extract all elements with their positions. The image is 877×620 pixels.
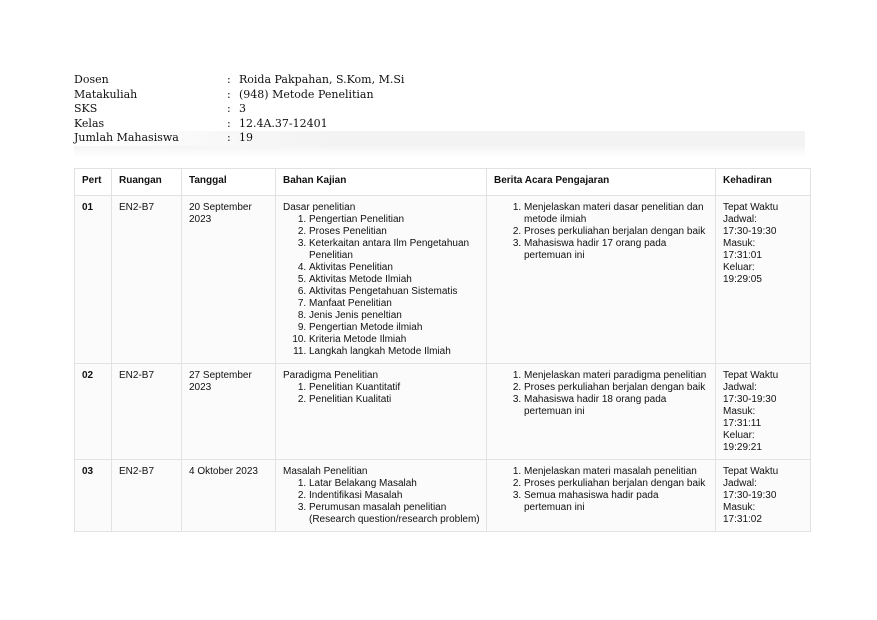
kehadiran-line: 17:31:02: [723, 514, 762, 525]
header-kehadiran: Kehadiran: [716, 169, 811, 196]
kehadiran-line: Tepat Waktu: [723, 370, 779, 381]
info-value: 3: [239, 102, 246, 115]
kehadiran-line: Masuk:: [723, 502, 756, 513]
kehadiran-line: 19:29:21: [723, 442, 762, 453]
attendance-table: [74, 168, 811, 532]
list-item: 1. Latar Belakang Masalah: [309, 478, 480, 490]
list-item: 4. Aktivitas Penelitian: [309, 262, 480, 274]
info-row-jumlah-mahasiswa: [74, 131, 805, 146]
cell-tanggal: 27 September 2023: [182, 364, 276, 460]
info-label: Matakuliah: [74, 87, 138, 101]
info-row-dosen: [74, 73, 805, 88]
list-item: 1. Pengertian Penelitian: [309, 214, 480, 226]
kehadiran-line: Jadwal:: [723, 478, 757, 489]
kehadiran-line: Keluar:: [723, 430, 755, 441]
info-row-matakuliah: [74, 88, 805, 103]
info-label: Kelas: [74, 116, 105, 130]
bahan-title: Paradigma Penelitian: [283, 370, 379, 381]
table-row: [75, 196, 811, 364]
kehadiran-line: Tepat Waktu: [723, 202, 779, 213]
header-pert: Pert: [75, 169, 112, 196]
bahan-list: [283, 382, 480, 406]
list-item: 2. Proses perkuliahan berjalan dengan baik: [524, 226, 709, 238]
kehadiran-line: Keluar:: [723, 262, 755, 273]
info-separator: :: [227, 102, 231, 115]
header-berita-acara: Berita Acara Pengajaran: [487, 169, 716, 196]
cell-ruangan: EN2-B7: [112, 460, 182, 532]
list-item: 1. Penelitian Kuantitatif: [309, 382, 480, 394]
list-item: 1. Menjelaskan materi dasar penelitian dan metode ilmiah: [524, 202, 709, 226]
kehadiran-line: 19:29:05: [723, 274, 762, 285]
table-row: [75, 364, 811, 460]
list-item: 2. Penelitian Kualitati: [309, 394, 480, 406]
cell-pert: 03: [75, 460, 112, 532]
list-item: 1. Menjelaskan materi paradigma penelitian: [524, 370, 709, 382]
header-bahan-kajian: Bahan Kajian: [276, 169, 487, 196]
kehadiran-line: 17:31:11: [723, 418, 762, 429]
kehadiran-line: 17:30-19:30: [723, 490, 777, 501]
list-item: 8. Jenis Jenis peneltian: [309, 310, 480, 322]
list-item: 3. Perumusan masalah penelitian (Research question/research problem): [309, 502, 480, 526]
cell-bahan-kajian: [276, 460, 487, 532]
cell-ruangan: EN2-B7: [112, 196, 182, 364]
kehadiran-line: 17:30-19:30: [723, 226, 777, 237]
list-item: 6. Aktivitas Pengetahuan Sistematis: [309, 286, 480, 298]
table-header-row: [75, 169, 811, 196]
info-value: 12.4A.37-12401: [239, 116, 328, 130]
info-separator: :: [227, 116, 231, 130]
kehadiran-line: Masuk:: [723, 238, 756, 249]
berita-list: [494, 370, 709, 418]
kehadiran-line: Jadwal:: [723, 382, 757, 393]
list-item: 3. Mahasiswa hadir 18 orang pada pertemuan ini: [524, 394, 709, 418]
cell-pert: 02: [75, 364, 112, 460]
header-ruangan: Ruangan: [112, 169, 182, 196]
list-item: 7. Manfaat Penelitian: [309, 298, 480, 310]
cell-kehadiran: [716, 364, 811, 460]
info-label: Jumlah Mahasiswa: [74, 131, 179, 144]
berita-list: [494, 466, 709, 514]
info-value: (948) Metode Penelitian: [239, 87, 374, 101]
list-item: 2. Proses perkuliahan berjalan dengan baik: [524, 382, 709, 394]
kehadiran-line: Jadwal:: [723, 214, 757, 225]
info-divider-shade: [74, 146, 805, 158]
info-separator: :: [227, 131, 231, 144]
list-item: 2. Proses perkuliahan berjalan dengan baik: [524, 478, 709, 490]
cell-berita-acara: [487, 196, 716, 364]
cell-tanggal: 4 Oktober 2023: [182, 460, 276, 532]
cell-tanggal: 20 September 2023: [182, 196, 276, 364]
header-tanggal: Tanggal: [182, 169, 276, 196]
cell-berita-acara: [487, 364, 716, 460]
list-item: 3. Mahasiswa hadir 17 orang pada pertemuan ini: [524, 238, 709, 262]
info-row-sks: [74, 102, 805, 117]
kehadiran-line: 17:30-19:30: [723, 394, 777, 405]
list-item: 9. Pengertian Metode ilmiah: [309, 322, 480, 334]
cell-kehadiran: [716, 196, 811, 364]
list-item: 2. Indentifikasi Masalah: [309, 490, 480, 502]
list-item: 5. Aktivitas Metode Ilmiah: [309, 274, 480, 286]
kehadiran-line: Tepat Waktu: [723, 466, 779, 477]
bahan-title: Masalah Penelitian: [283, 466, 368, 477]
course-info: [74, 73, 805, 146]
cell-ruangan: EN2-B7: [112, 364, 182, 460]
info-value: Roida Pakpahan, S.Kom, M.Si: [239, 73, 405, 86]
table-row: [75, 460, 811, 532]
info-separator: :: [227, 73, 231, 86]
bahan-list: [283, 214, 480, 358]
berita-list: [494, 202, 709, 262]
cell-berita-acara: [487, 460, 716, 532]
list-item: 3. Keterkaitan antara Ilm Pengetahuan Penelitian: [309, 238, 480, 262]
info-separator: :: [227, 87, 231, 101]
list-item: 11. Langkah langkah Metode Ilmiah: [309, 346, 480, 358]
info-label: SKS: [74, 102, 98, 115]
cell-kehadiran: [716, 460, 811, 532]
kehadiran-line: Masuk:: [723, 406, 756, 417]
kehadiran-line: 17:31:01: [723, 250, 762, 261]
list-item: 2. Proses Penelitian: [309, 226, 480, 238]
info-row-kelas: [74, 117, 805, 132]
info-label: Dosen: [74, 73, 109, 86]
cell-bahan-kajian: [276, 364, 487, 460]
bahan-list: [283, 478, 480, 526]
info-value: 19: [239, 131, 253, 144]
bahan-title: Dasar penelitian: [283, 202, 356, 213]
list-item: 1. Menjelaskan materi masalah penelitian: [524, 466, 709, 478]
cell-pert: 01: [75, 196, 112, 364]
list-item: 3. Semua mahasiswa hadir pada pertemuan ini: [524, 490, 709, 514]
list-item: 10. Kriteria Metode Ilmiah: [309, 334, 480, 346]
cell-bahan-kajian: [276, 196, 487, 364]
